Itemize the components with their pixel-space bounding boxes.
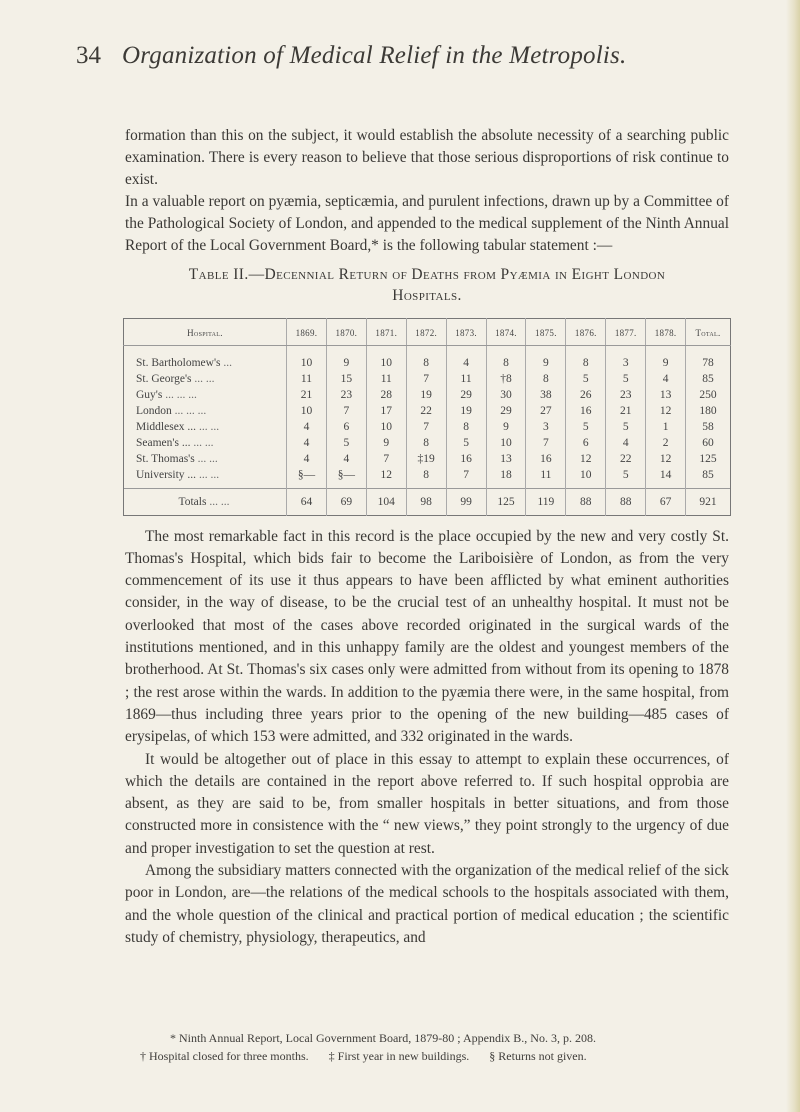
value-cell: 9: [366, 435, 406, 451]
value-cell: 26: [566, 387, 606, 403]
leader-dots: ... ...: [209, 495, 230, 508]
value-cell: 5: [606, 371, 646, 387]
header-1877: 1877.: [606, 318, 646, 345]
value-cell: 5: [606, 419, 646, 435]
header-hospital: Hospital.: [124, 318, 287, 345]
footnotes: [140, 1030, 725, 1065]
value-cell: 7: [446, 467, 486, 489]
hospital-name-cell: [124, 451, 287, 467]
total-value-cell: 88: [566, 488, 606, 515]
value-cell: 11: [287, 371, 327, 387]
leader-dots: ... ...: [198, 468, 220, 481]
header-1873: 1873.: [446, 318, 486, 345]
value-cell: 11: [526, 467, 566, 489]
leader-dots: ... ... ...: [174, 404, 207, 417]
value-cell: 4: [606, 435, 646, 451]
footnote-star: [140, 1030, 725, 1048]
value-cell: 8: [446, 419, 486, 435]
header-total: Total.: [686, 318, 731, 345]
value-cell: 4: [646, 371, 686, 387]
value-cell: 8: [406, 435, 446, 451]
value-cell: 10: [486, 435, 526, 451]
header-1874: 1874.: [486, 318, 526, 345]
header-1869: 1869.: [287, 318, 327, 345]
total-value-cell: 69: [326, 488, 366, 515]
value-cell: 60: [686, 435, 731, 451]
value-cell: 14: [646, 467, 686, 489]
value-cell: 9: [646, 345, 686, 371]
leader-dots: ... ... ...: [165, 388, 197, 401]
table-caption-line-1: Table II.—Decennial Return of Deaths from Pyæmia in Eight London: [188, 265, 666, 283]
value-cell: 4: [326, 451, 366, 467]
value-cell: §—: [326, 467, 366, 489]
value-cell: 16: [526, 451, 566, 467]
value-cell: 16: [566, 403, 606, 419]
value-cell: 5: [606, 467, 646, 489]
value-cell: ‡19: [406, 451, 446, 467]
value-cell: 85: [686, 371, 731, 387]
leader-dots: ...: [223, 356, 232, 369]
value-cell: 11: [446, 371, 486, 387]
value-cell: 10: [366, 419, 406, 435]
value-cell: 9: [486, 419, 526, 435]
value-cell: 8: [406, 345, 446, 371]
value-cell: 8: [566, 345, 606, 371]
footnote-double-dagger: ‡ First year in new buildings.: [328, 1048, 470, 1063]
value-cell: 6: [566, 435, 606, 451]
totals-label: Totals: [178, 495, 207, 508]
table-row: [124, 435, 731, 451]
footnote-star-text: * Ninth Annual Report, Local Government Board, 1879-80 ; Appendix B., No. 3, p. 208.: [170, 1031, 596, 1045]
total-value-cell: 88: [606, 488, 646, 515]
value-cell: 17: [366, 403, 406, 419]
page-edge: [786, 0, 800, 1112]
header-1875: 1875.: [526, 318, 566, 345]
value-cell: 30: [486, 387, 526, 403]
total-value-cell: 98: [406, 488, 446, 515]
value-cell: 3: [526, 419, 566, 435]
value-cell: 12: [646, 451, 686, 467]
body-paragraph: [125, 526, 729, 749]
total-value-cell: 119: [526, 488, 566, 515]
value-cell: 5: [566, 419, 606, 435]
hospital-name-cell: [124, 403, 287, 419]
total-value-cell: 67: [646, 488, 686, 515]
value-cell: 19: [406, 387, 446, 403]
value-cell: 29: [446, 387, 486, 403]
hospital-name: St. Thomas's: [136, 452, 195, 465]
value-cell: 10: [566, 467, 606, 489]
hospital-name: London: [136, 404, 172, 417]
header-1876: 1876.: [566, 318, 606, 345]
total-value-cell: 99: [446, 488, 486, 515]
value-cell: 2: [646, 435, 686, 451]
value-cell: 5: [446, 435, 486, 451]
value-cell: 5: [326, 435, 366, 451]
table-row: [124, 451, 731, 467]
pyaemia-deaths-table: [123, 318, 731, 516]
value-cell: 22: [606, 451, 646, 467]
value-cell: 21: [606, 403, 646, 419]
value-cell: 9: [326, 345, 366, 371]
value-cell: 7: [526, 435, 566, 451]
value-cell: 8: [406, 467, 446, 489]
leader-dots: ... ...: [197, 452, 218, 465]
hospital-name-cell: [124, 345, 287, 371]
total-value-cell: 64: [287, 488, 327, 515]
value-cell: 6: [326, 419, 366, 435]
value-cell: 125: [686, 451, 731, 467]
hospital-name-cell: [124, 419, 287, 435]
running-title: Organization of Medical Relief in the Metropolis.: [122, 42, 627, 69]
table-caption: [125, 264, 729, 306]
value-cell: 15: [326, 371, 366, 387]
value-cell: 7: [406, 371, 446, 387]
table-row: [124, 371, 731, 387]
table-row: [124, 345, 731, 371]
value-cell: 85: [686, 467, 731, 489]
value-cell: 4: [446, 345, 486, 371]
footnote-row: [140, 1048, 725, 1066]
hospital-name-cell: [124, 371, 287, 387]
page-content: [125, 125, 729, 949]
value-cell: 19: [446, 403, 486, 419]
value-cell: 11: [366, 371, 406, 387]
totals-row: [124, 488, 731, 515]
value-cell: 3: [606, 345, 646, 371]
hospital-name-cell: [124, 467, 287, 489]
value-cell: 7: [326, 403, 366, 419]
value-cell: 4: [287, 451, 327, 467]
leader-dots: ... ...: [194, 372, 215, 385]
table-header-row: [124, 318, 731, 345]
value-cell: 180: [686, 403, 731, 419]
value-cell: 27: [526, 403, 566, 419]
value-cell: 8: [526, 371, 566, 387]
footnote-section: § Returns not given.: [489, 1048, 587, 1063]
value-cell: 250: [686, 387, 731, 403]
hospital-name-cell: [124, 435, 287, 451]
header-1878: 1878.: [646, 318, 686, 345]
value-cell: §—: [287, 467, 327, 489]
total-value-cell: 921: [686, 488, 731, 515]
body-paragraph-text: Among the subsidiary matters connected with the organization of the medical relief of the sick poor in London, are—the relations of the medical schools to the hospitals associated with them, and the whole question of the clinical and practical portion of medical education ; the scientific study of chemistry, physiology, therapeutics, and: [125, 862, 729, 946]
table-row: [124, 467, 731, 489]
hospital-name: University ...: [136, 468, 197, 481]
value-cell: 28: [366, 387, 406, 403]
intro-paragraph: formation than this on the subject, it would establish the absolute necessity of a searching public examination. There is every reason to believe that those serious disproportions of risk continue to exist.: [125, 127, 729, 189]
hospital-name: Middlesex ...: [136, 420, 197, 433]
total-value-cell: 125: [486, 488, 526, 515]
hospital-name-cell: [124, 387, 287, 403]
value-cell: 13: [486, 451, 526, 467]
table-caption-line-2: Hospitals.: [392, 286, 462, 304]
body-paragraph-text: The most remarkable fact in this record is the place occupied by the new and very costly St. Thomas's Hospital, which bids fair to become the Lariboisière of London, as from the very commencement of its use it thus appears to have been afflicted by what eminent authorities consider, in the way of disease, to be the crucial test of an unhealthy hospital. It must not be overlooked that most of the cases above recorded originated in the surgical wards of the institutions mentioned, and in this unhappy family are the oldest and youngest members of the brotherhood. At St. Thomas's six cases only were admitted from without from its opening to 1878 ; the rest arose within the wards. In addition to the pyæmia there were, in the same hospital, from 1869—thus including three years prior to the opening of the new building—485 cases of erysipelas, of which 153 were admitted, and 332 originated in the wards.: [125, 527, 729, 746]
value-cell: 21: [287, 387, 327, 403]
body-paragraph: [125, 749, 729, 860]
value-cell: 10: [287, 403, 327, 419]
page-header: [76, 42, 726, 74]
value-cell: 8: [486, 345, 526, 371]
hospital-name: St. George's: [136, 372, 192, 385]
value-cell: 38: [526, 387, 566, 403]
value-cell: 12: [646, 403, 686, 419]
value-cell: 10: [366, 345, 406, 371]
value-cell: 9: [526, 345, 566, 371]
value-cell: 10: [287, 345, 327, 371]
value-cell: 7: [366, 451, 406, 467]
value-cell: 4: [287, 435, 327, 451]
value-cell: 78: [686, 345, 731, 371]
total-value-cell: 104: [366, 488, 406, 515]
body-paragraph-text: It would be altogether out of place in this essay to attempt to explain these occurrences, of which the details are contained in the report above referred to. If such hospital opprobia are absent, as they are said to be, from smaller hospitals in better situations, and from those constructed more in consistence with the “ new views,” they point strongly to the urgency of due and proper investigation to set the question at rest.: [125, 750, 729, 857]
value-cell: 12: [566, 451, 606, 467]
header-1870: 1870.: [326, 318, 366, 345]
hospital-name: Guy's: [136, 388, 163, 401]
hospital-name: Seamen's ...: [136, 436, 191, 449]
value-cell: 7: [406, 419, 446, 435]
intro-paragraph-text: In a valuable report on pyæmia, septicæmia, and purulent infections, drawn up by a Committee of the Pathological Society of London, and appended to the medical supplement of the Ninth Annual Report of the Local Government Board,* is the following tabular statement :—: [125, 193, 729, 255]
hospital-name: St. Bartholomew's: [136, 356, 221, 369]
header-1872: 1872.: [406, 318, 446, 345]
value-cell: 22: [406, 403, 446, 419]
value-cell: 1: [646, 419, 686, 435]
leader-dots: ... ...: [198, 420, 220, 433]
page-number: 34: [76, 42, 101, 69]
leader-dots: ... ...: [193, 436, 214, 449]
body-paragraph: [125, 860, 729, 949]
table-row: [124, 419, 731, 435]
value-cell: 23: [606, 387, 646, 403]
footnote-dagger: † Hospital closed for three months.: [140, 1048, 309, 1063]
header-1871: 1871.: [366, 318, 406, 345]
totals-label-cell: [124, 488, 287, 515]
value-cell: 4: [287, 419, 327, 435]
value-cell: †8: [486, 371, 526, 387]
table-row: [124, 403, 731, 419]
value-cell: 58: [686, 419, 731, 435]
value-cell: 23: [326, 387, 366, 403]
value-cell: 5: [566, 371, 606, 387]
value-cell: 18: [486, 467, 526, 489]
table-row: [124, 387, 731, 403]
value-cell: 13: [646, 387, 686, 403]
intro-paragraph: [125, 191, 729, 257]
value-cell: 16: [446, 451, 486, 467]
value-cell: 29: [486, 403, 526, 419]
value-cell: 12: [366, 467, 406, 489]
